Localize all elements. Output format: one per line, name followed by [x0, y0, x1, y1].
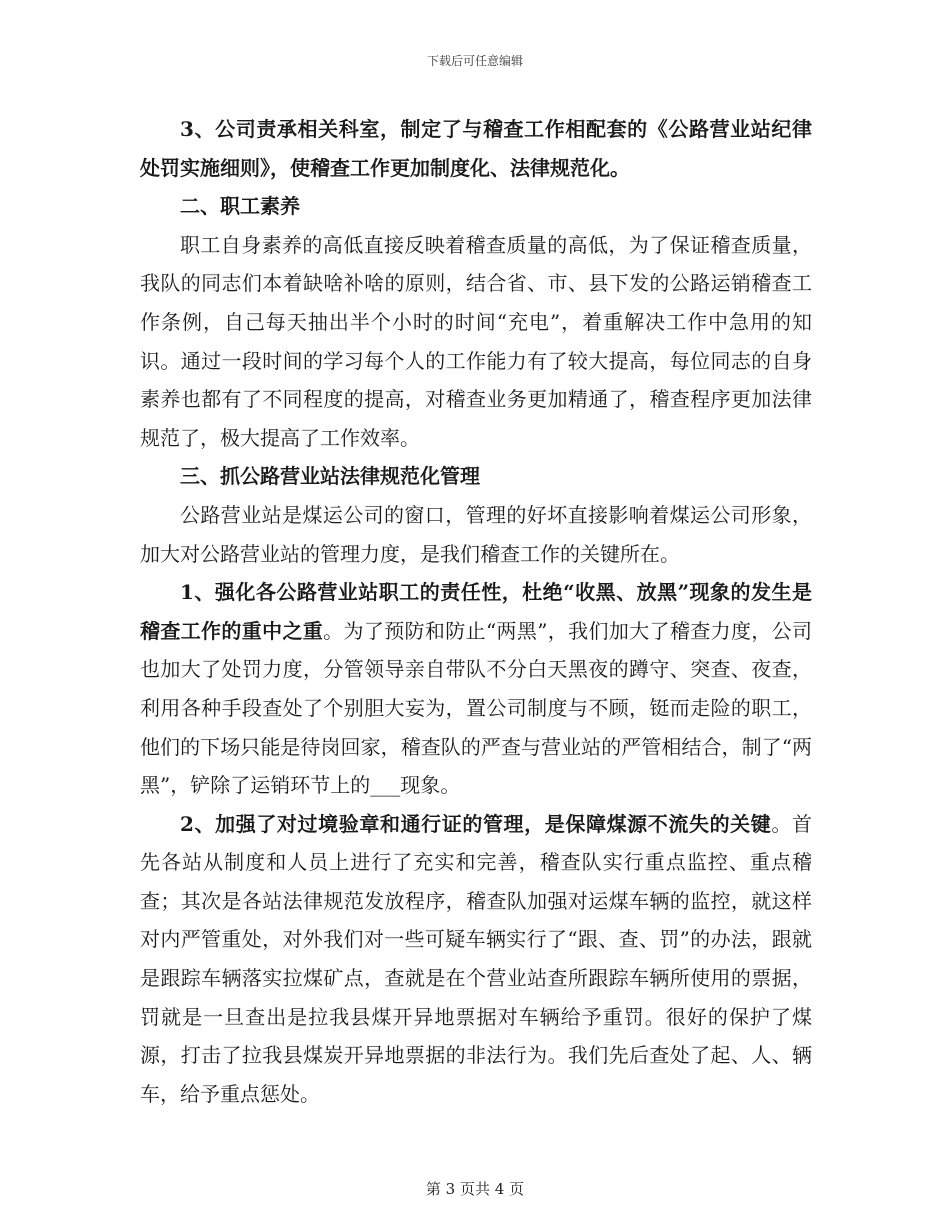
paragraph-section-1-item-3: 3、公司责承相关科室，制定了与稽查工作相配套的《公路营业站纪律处罚实施细则》，使稽查工作更加制度化、法律规范化。 — [140, 117, 812, 180]
paragraph-section-3-item-2 — [140, 805, 812, 1114]
item-2-body: 。首先各站从制度和人员上进行了充实和完善，稽查队实行重点监控、重点稽查；其次是各站法律规范发放程序，稽查队加强对运煤车辆的监控，就这样对内严管重处，对外我们对一些可疑车辆实行了“跟、查、罚”的办法，跟就是跟踪车辆落实拉煤矿点，查就是在个营业站查所跟踪车辆所使用的票据，罚就是一旦查出是拉我县煤开异地票据对车辆给予重罚。很好的保护了煤源，打击了拉我县煤炭开异地票据的非法行为。我们先后查处了起、人、辆车，给予重点惩处。 — [140, 811, 813, 1106]
paragraph-section-3-item-1 — [140, 573, 812, 805]
document-body — [140, 110, 812, 1113]
heading-section-3: 三、抓公路营业站法律规范化管理 — [180, 464, 480, 489]
item-1-lead: 1、强化各公路营业站职工的责任性，杜绝“收黑、放黑”现象的发生是稽查工作的重中之重 — [140, 580, 812, 643]
page-footer: 第 3 页共 4 页 — [425, 1180, 525, 1198]
page-header: 下载后可任意编辑 — [426, 54, 523, 68]
paragraph-section-2: 职工自身素养的高低直接反映着稽查质量的高低，为了保证稽查质量，我队的同志们本着缺啥补啥的原则，结合省、市、县下发的公路运销稽查工作条例，自己每天抽出半个小时的时间“充电”，着重解决工作中急用的知识。通过一段时间的学习每个人的工作能力有了较大提高，每位同志的自身素养也都有了不同程度的提高，对稽查业务更加精通了，稽查程序更加法律规范了，极大提高了工作效率。 — [140, 232, 812, 450]
item-1-body: 。为了预防和防止“两黑”，我们加大了稽查力度，公司也加大了处罚力度，分管领导亲自带队不分白天黑夜的蹲守、突查、夜查，利用各种手段查处了个别胆大妄为，置公司制度与不顾，铤而走险的职工，他们的下场只能是待岗回家，稽查队的严查与营业站的严管相结合，制了“两黑”，铲除了运销环节上的___现象。 — [140, 618, 813, 798]
item-2-lead: 2、加强了对过境验章和通行证的管理，是保障煤源不流失的关键 — [180, 811, 772, 836]
heading-section-2: 二、职工素养 — [180, 194, 300, 219]
paragraph-section-3-intro: 公路营业站是煤运公司的窗口，管理的好坏直接影响着煤运公司形象，加大对公路营业站的管理力度，是我们稽查工作的关键所在。 — [140, 502, 812, 566]
